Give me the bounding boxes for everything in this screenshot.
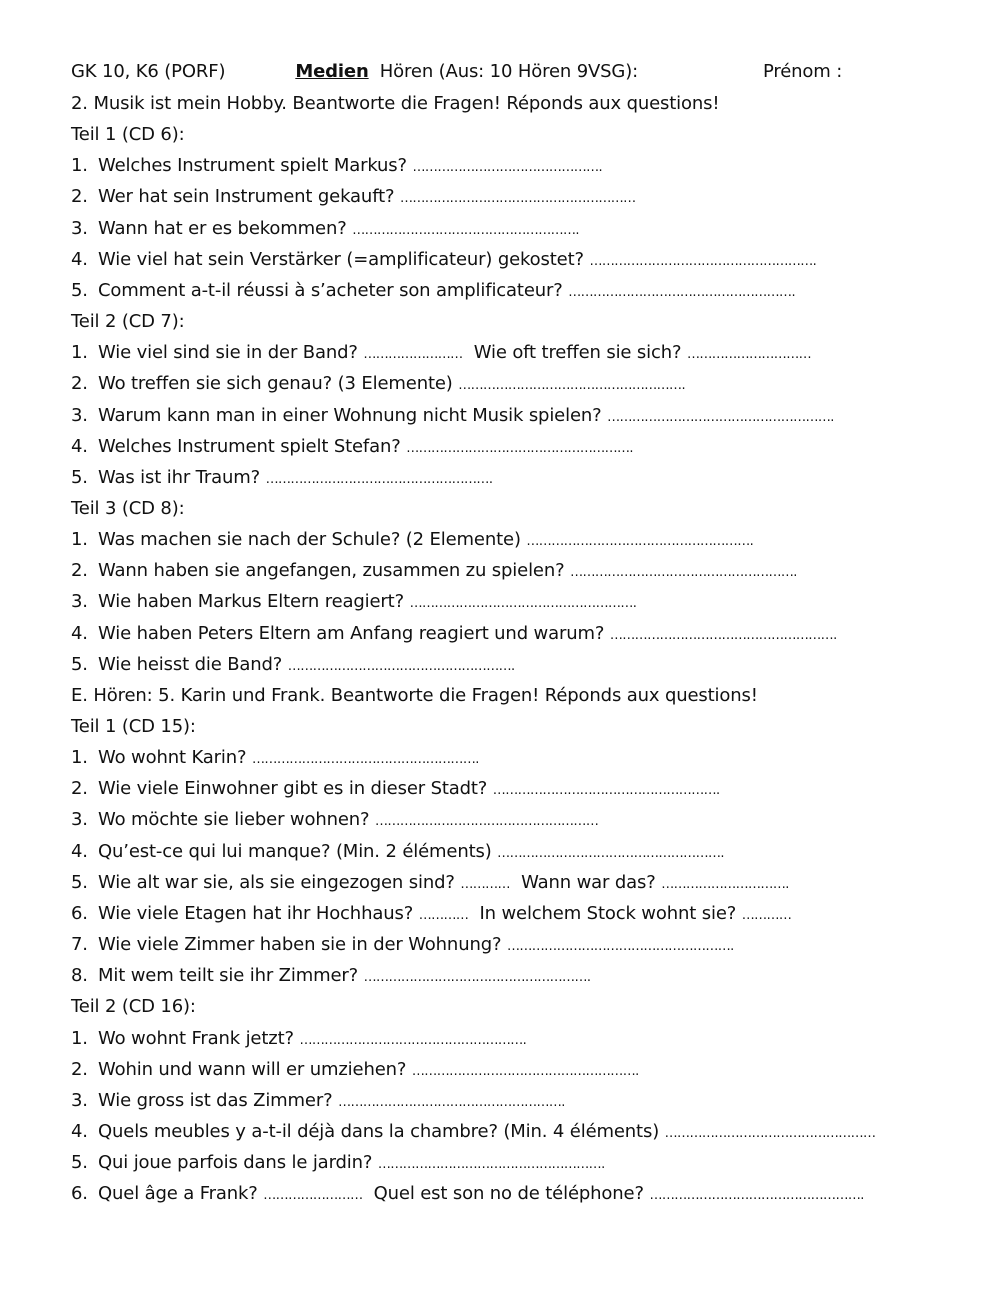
answer-blank: ………………………………………………. (609, 628, 837, 643)
question-text: Wo wohnt Frank jetzt? (98, 1028, 294, 1049)
question-number: 4. (71, 249, 88, 270)
question-number: 2. (71, 1059, 88, 1080)
answer-blank: ………………………………………………. (363, 970, 591, 985)
section-title-text: Teil 3 (CD 8): (71, 498, 185, 519)
question-line (71, 746, 479, 772)
answer-blank: ………………………………………………. (492, 783, 720, 798)
question-text-second: Wie oft treffen sie sich? (473, 342, 682, 363)
question-line (71, 653, 515, 679)
question-number: 1. (71, 342, 88, 363)
answer-blank: ………………………………………………. (526, 534, 754, 549)
question-line (71, 622, 837, 648)
question-line (71, 933, 734, 959)
question-line (71, 1151, 605, 1177)
exercise-title-text: E. Hören: 5. Karin und Frank. Beantworte die Fragen! Réponds aux questions! (71, 685, 758, 706)
question-line (71, 590, 636, 616)
question-line (71, 777, 720, 803)
answer-blank: ………………………………………………. (607, 410, 834, 425)
question-line (71, 559, 797, 585)
answer-blank-second: ………… (741, 908, 792, 923)
question-line (71, 185, 636, 211)
question-number: 3. (71, 218, 88, 239)
question-text: Wo wohnt Karin? (98, 747, 247, 768)
question-line (71, 435, 633, 461)
question-line (71, 248, 816, 274)
question-number: 4. (71, 623, 88, 644)
answer-blank-second: …………………………. (661, 877, 789, 892)
question-number: 4. (71, 436, 88, 457)
question-line (71, 1120, 875, 1146)
question-text: Warum kann man in einer Wohnung nicht Musik spielen? (98, 405, 602, 426)
section-title (71, 715, 196, 739)
question-text: Wohin und wann will er umziehen? (98, 1059, 407, 1080)
answer-blank: …………………… (363, 347, 463, 362)
answer-blank: ………………………………………………. (352, 223, 579, 238)
answer-blank: ………………………………………………. (506, 939, 734, 954)
question-number: 4. (71, 841, 88, 862)
question-line (71, 404, 834, 430)
source-label: Hören (Aus: 10 Hören 9VSG): (379, 61, 639, 82)
question-text: Wie alt war sie, als sie eingezogen sind? (98, 872, 455, 893)
exercise-title-text: 2. Musik ist mein Hobby. Beantworte die Fragen! Réponds aux questions! (71, 93, 720, 114)
answer-blank: ………………………………………………. (570, 565, 797, 580)
question-number: 3. (71, 1090, 88, 1111)
answer-blank: ………………………………………………. (287, 659, 515, 674)
question-number: 8. (71, 965, 88, 986)
question-number: 5. (71, 1152, 88, 1173)
question-number: 5. (71, 280, 88, 301)
question-text: Wie haben Peters Eltern am Anfang reagiert und warum? (98, 623, 605, 644)
question-text: Quels meubles y a-t-il déjà dans la chambre? (Min. 4 éléments) (98, 1121, 660, 1142)
question-text: Mit wem teilt sie ihr Zimmer? (98, 965, 359, 986)
answer-blank: ………………………………………………. (589, 254, 817, 269)
question-line (71, 1027, 526, 1053)
question-text: Wie viel hat sein Verstärker (=amplificateur) gekostet? (98, 249, 584, 270)
question-text-second: In welchem Stock wohnt sie? (479, 903, 737, 924)
question-text: Comment a-t-il réussi à s’acheter son amplificateur? (98, 280, 563, 301)
question-line (71, 154, 602, 180)
question-line (71, 279, 795, 305)
section-title (71, 995, 196, 1019)
question-line (71, 1089, 565, 1115)
question-text: Wann haben sie angefangen, zusammen zu spielen? (98, 560, 565, 581)
section-title (71, 497, 185, 521)
question-text: Wo möchte sie lieber wohnen? (98, 809, 370, 830)
answer-blank: ………………………………………………. (299, 1033, 527, 1048)
question-text: Was machen sie nach der Schule? (2 Elemente) (98, 529, 521, 550)
question-number: 2. (71, 373, 88, 394)
answer-blank: ………………………………………………. (377, 1157, 605, 1172)
answer-blank: ………………………………………………. (568, 285, 795, 300)
answer-blank: ……………………………………………… (375, 814, 599, 829)
question-text: Wie viele Zimmer haben sie in der Wohnung? (98, 934, 502, 955)
section-title-text: Teil 2 (CD 16): (71, 996, 196, 1017)
course-label: GK 10, K6 (PORF) (71, 61, 226, 82)
question-number: 3. (71, 591, 88, 612)
section-title (71, 123, 185, 147)
question-text: Qui joue parfois dans le jardin? (98, 1152, 373, 1173)
question-line (71, 808, 598, 834)
question-line (71, 341, 811, 367)
question-text: Wie gross ist das Zimmer? (98, 1090, 333, 1111)
question-line (71, 372, 685, 398)
section-title-text: Teil 1 (CD 15): (71, 716, 196, 737)
header-line (71, 60, 638, 84)
name-label: Prénom : (763, 61, 843, 82)
answer-blank: ………………………………………………. (411, 1064, 639, 1079)
question-line (71, 1182, 864, 1208)
exercise-title (71, 684, 758, 708)
question-text: Wo treffen sie sich genau? (3 Elemente) (98, 373, 453, 394)
exercise-title (71, 92, 719, 116)
question-number: 2. (71, 778, 88, 799)
question-text-second: Quel est son no de téléphone? (373, 1183, 644, 1204)
answer-blank: ………………………………………………. (497, 846, 724, 861)
question-text: Was ist ihr Traum? (98, 467, 261, 488)
answer-blank: ………… (418, 908, 469, 923)
section-title (71, 310, 185, 334)
answer-blank: ………………………………………………. (409, 596, 637, 611)
question-line (71, 528, 753, 554)
answer-blank: ………………………………………. (412, 160, 603, 175)
question-text: Qu’est-ce qui lui manque? (Min. 2 éléments) (98, 841, 492, 862)
answer-blank: ………………………………………………. (265, 472, 493, 487)
question-number: 5. (71, 654, 88, 675)
answer-blank: ………… (460, 877, 510, 892)
question-number: 3. (71, 809, 88, 830)
question-text: Wer hat sein Instrument gekauft? (98, 186, 395, 207)
question-text: Quel âge a Frank? (98, 1183, 258, 1204)
answer-blank: ………………………………………………… (399, 191, 636, 206)
question-line (71, 466, 492, 492)
answer-blank: ………………………………………………. (338, 1095, 565, 1110)
question-number: 2. (71, 186, 88, 207)
question-number: 1. (71, 747, 88, 768)
answer-blank-second: ………………………… (687, 347, 812, 362)
question-line (71, 840, 724, 866)
question-number: 4. (71, 1121, 88, 1142)
answer-blank: ………………………………………………. (252, 752, 479, 767)
question-line (71, 1058, 639, 1084)
topic-label: Medien (295, 61, 369, 82)
section-title-text: Teil 2 (CD 7): (71, 311, 185, 332)
question-line (71, 902, 791, 928)
question-text: Wie heisst die Band? (98, 654, 283, 675)
answer-blank: …………………… (263, 1188, 363, 1203)
answer-blank: ………………………………………………. (458, 378, 685, 393)
question-text: Welches Instrument spielt Markus? (98, 155, 407, 176)
answer-blank-second: ……………………………………………. (649, 1188, 864, 1203)
question-text: Wie viele Etagen hat ihr Hochhaus? (98, 903, 414, 924)
question-text: Welches Instrument spielt Stefan? (98, 436, 401, 457)
section-title-text: Teil 1 (CD 6): (71, 124, 185, 145)
question-number: 3. (71, 405, 88, 426)
question-text: Wie viele Einwohner gibt es in dieser Stadt? (98, 778, 488, 799)
question-text: Wie viel sind sie in der Band? (98, 342, 358, 363)
question-number: 6. (71, 903, 88, 924)
question-number: 1. (71, 529, 88, 550)
question-number: 6. (71, 1183, 88, 1204)
question-number: 1. (71, 155, 88, 176)
question-number: 5. (71, 872, 88, 893)
question-text-second: Wann war das? (521, 872, 656, 893)
question-number: 7. (71, 934, 88, 955)
question-text: Wann hat er es bekommen? (98, 218, 347, 239)
question-line (71, 871, 789, 897)
answer-blank: ………………………………………………. (406, 441, 633, 456)
question-line (71, 964, 590, 990)
question-line (71, 217, 579, 243)
question-text: Wie haben Markus Eltern reagiert? (98, 591, 404, 612)
question-number: 2. (71, 560, 88, 581)
answer-blank: …………………………………………… (664, 1126, 876, 1141)
question-number: 5. (71, 467, 88, 488)
question-number: 1. (71, 1028, 88, 1049)
